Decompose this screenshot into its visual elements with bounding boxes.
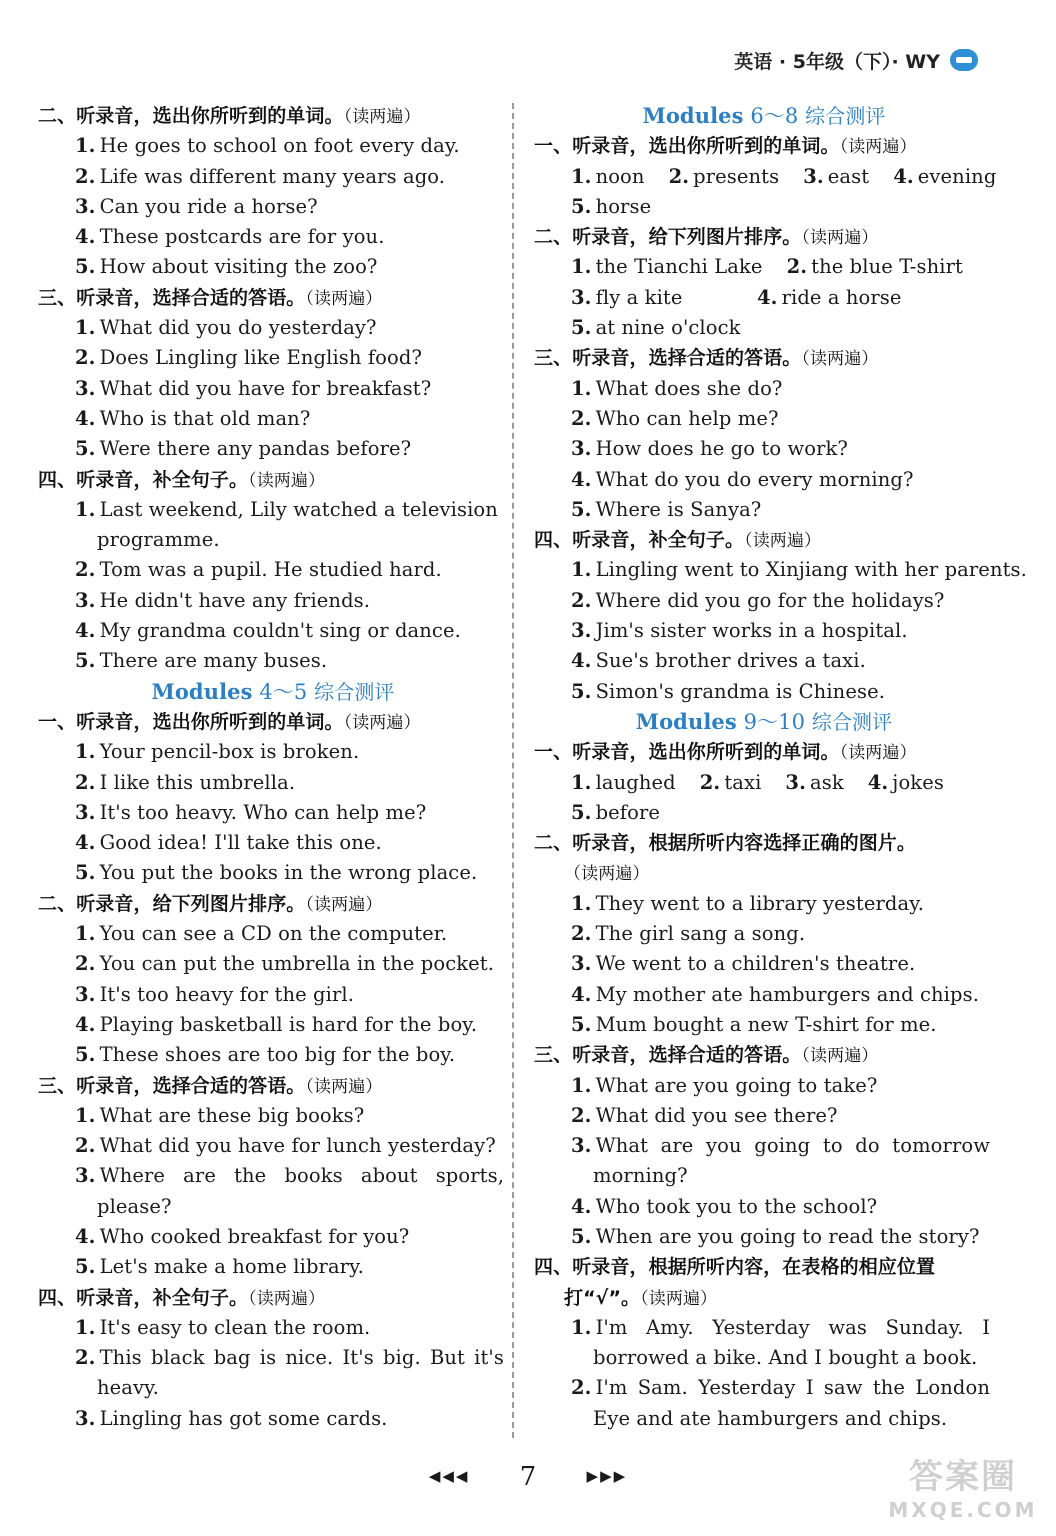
item-text: Good idea! I'll take this one. [99,831,382,855]
section-heading-text: 二、听录音，给下列图片排序。 [38,892,306,915]
item-text: My mother ate hamburgers and chips. [595,982,979,1006]
module-test-title [534,101,994,131]
item-text: Lingling has got some cards. [99,1406,388,1430]
item-text: ride a horse [781,285,902,309]
list-item-inline [571,252,763,282]
list-item [38,1404,508,1434]
section-heading-text: 一、听录音，选出你所听到的单词。 [534,135,840,158]
section-heading [534,1040,994,1070]
list-item [534,1071,994,1101]
section-heading [38,283,508,313]
item-text: Sue's brother drives a taxi. [595,649,866,673]
module-range: 6～8 [743,104,806,128]
item-text: My grandma couldn't sing or dance. [99,619,461,643]
list-item-inline [571,283,757,313]
item-text: at nine o'clock [595,316,741,340]
list-item-inline [787,252,963,282]
section-heading-text: 三、听录音，选择合适的答语。 [534,1044,802,1067]
read-twice-note: （读两遍） [801,228,879,249]
list-item [534,465,994,495]
list-item [534,1010,994,1040]
item-text: The girl sang a song. [595,922,806,946]
item-text: What are you going to take? [595,1073,878,1097]
read-twice-note: （读两遍） [305,894,383,915]
list-item [38,1161,508,1191]
item-number: 4. [867,770,889,794]
list-item-inline [893,162,996,192]
section-heading [534,1252,994,1282]
list-item-inline [785,768,843,798]
list-item [534,646,994,676]
read-twice-note: （读两遍） [640,1288,718,1309]
section-heading [534,737,994,767]
item-number: 4. [893,164,914,188]
list-item [38,1131,508,1161]
item-number: 4. [75,1012,96,1036]
item-text: east [827,164,870,188]
item-text: When are you going to read the story? [595,1224,980,1248]
item-text: What did you have for lunch yesterday? [99,1134,496,1158]
item-text: noon [595,164,645,188]
list-item [38,737,508,767]
section-heading [38,707,508,737]
item-text: presents [693,164,780,188]
list-item [38,1222,508,1252]
item-text: Who is that old man? [99,406,311,430]
item-number: 4. [75,225,96,249]
list-item [534,889,994,919]
item-text: Let's make a home library. [99,1255,364,1279]
item-number: 5. [571,1224,592,1248]
list-item-inline [571,162,645,192]
list-item-continued [38,1373,508,1403]
item-text: What are you going to do tomorrow [595,1134,990,1158]
next-arrows-icon: ▶▶▶ [586,1467,628,1485]
item-number: 4. [75,1224,96,1248]
item-number: 1. [75,316,96,340]
list-item-inline [700,768,762,798]
item-text: morning? [593,1164,688,1188]
column-divider [512,103,514,1438]
section-heading [38,101,508,131]
item-text: Where are the books about sports, [99,1164,504,1188]
item-number: 2. [75,952,96,976]
item-number: 1. [571,891,592,915]
item-number: 4. [571,982,592,1006]
section-heading-text: 四、听录音，补全句子。 [534,529,745,552]
test-label: 综合测评 [811,709,893,734]
list-item [534,192,994,222]
item-number: 2. [75,770,96,794]
item-text: Can you ride a horse? [99,194,318,218]
list-item [38,768,508,798]
item-number: 5. [571,800,592,824]
list-item [534,798,994,828]
item-text: What do you do every morning? [595,467,914,491]
list-item [534,555,1027,585]
module-word: Modules [635,708,737,734]
item-number: 3. [571,619,592,643]
section-heading-text: 二、听录音，根据所听内容选择正确的图片。 [534,832,917,855]
item-text: What are these big books? [99,1103,365,1127]
item-text: before [595,800,661,824]
list-item-row [534,162,997,192]
list-item [38,495,508,525]
section-heading [534,828,994,858]
list-item [38,1040,508,1070]
item-number: 1. [75,740,96,764]
list-item [38,949,508,979]
section-heading-text: 四、听录音，根据所听内容，在表格的相应位置 [534,1256,936,1279]
section-heading [38,1071,508,1101]
item-number: 2. [75,1134,96,1158]
item-number: 2. [571,406,592,430]
item-number: 2. [75,346,96,370]
item-number: 3. [75,1164,96,1188]
item-text: What does she do? [595,376,783,400]
item-text: evening [917,164,997,188]
right-column [534,101,1027,1434]
item-text: horse [595,194,652,218]
item-number: 1. [571,1315,592,1339]
list-item [534,1313,994,1343]
module-range: 4～5 [252,679,315,704]
section-heading [534,222,994,252]
item-number: 4. [571,1194,592,1218]
read-twice-note: （读两遍） [801,1046,879,1067]
item-text: fly a kite [595,285,683,309]
list-item [38,1101,508,1131]
item-number: 5. [571,497,592,521]
header-text: 英语 · 5年级（下）· WY [734,50,940,73]
prev-arrows-icon: ◀◀◀ [428,1467,470,1485]
list-item [534,374,994,404]
module-word: Modules [642,103,744,128]
item-number: 1. [571,164,592,188]
item-text: the Tianchi Lake [595,255,763,279]
list-item [38,252,508,282]
list-item [38,858,508,888]
item-text: taxi [724,770,762,794]
read-twice-note: （读两遍） [839,137,917,158]
list-item [38,1252,508,1282]
item-text: Simon's grandma is Chinese. [595,679,886,703]
list-item [38,646,508,676]
watermark [888,1449,1038,1522]
list-item [38,222,508,252]
item-text: Who took you to the school? [595,1194,878,1218]
item-number: 5. [75,1255,96,1279]
item-text: please? [97,1194,172,1218]
item-text: It's too heavy. Who can help me? [99,800,427,824]
section-heading-text: 三、听录音，选择合适的答语。 [38,286,306,309]
list-item [534,313,994,343]
item-text: borrowed a bike. And I bought a book. [593,1346,978,1370]
item-text: We went to a children's theatre. [595,952,916,976]
item-number: 2. [668,164,690,188]
item-number: 4. [75,406,96,430]
item-text: There are many buses. [99,649,328,673]
list-item [38,616,508,646]
list-item [534,980,994,1010]
watermark-url: MXQE.COM [888,1498,1038,1522]
list-item-continued [38,525,508,555]
item-number: 1. [571,376,592,400]
item-text: You can see a CD on the computer. [99,922,448,946]
item-number: 3. [75,194,96,218]
section-heading [38,465,508,495]
item-number: 2. [75,1346,96,1370]
list-item-inline [803,162,869,192]
list-item [38,162,508,192]
list-item [534,404,994,434]
test-label: 综合测评 [314,679,395,704]
item-text: What did you do yesterday? [99,316,377,340]
item-number: 5. [571,1012,592,1036]
list-item [38,434,508,464]
module-test-title [38,677,508,707]
read-twice-note: （读两遍） [564,864,650,885]
item-number: 5. [571,679,592,703]
list-item [534,495,994,525]
list-item [534,616,994,646]
list-item [534,677,994,707]
item-text: They went to a library yesterday. [595,891,925,915]
read-twice-note: （读两遍） [305,288,383,309]
item-number: 1. [571,558,592,582]
list-item [38,1010,508,1040]
item-text: Who cooked breakfast for you? [99,1224,410,1248]
item-number: 1. [75,1315,96,1339]
item-text: I'm Amy. Yesterday was Sunday. I [595,1315,990,1339]
item-text: heavy. [97,1376,159,1400]
list-item [38,798,508,828]
item-number: 4. [75,831,96,855]
section-heading-text: 三、听录音，选择合适的答语。 [38,1074,306,1097]
item-number: 3. [571,285,592,309]
item-text: Your pencil-box is broken. [99,740,360,764]
list-item-inline [868,768,944,798]
item-text: He didn't have any friends. [99,588,371,612]
read-twice-note: （读两遍） [305,1076,383,1097]
item-number: 3. [803,164,824,188]
watermark-logo-text: 答案圈 [909,1457,1017,1497]
list-item [38,192,508,222]
item-text: What did you see there? [595,1103,838,1127]
item-number: 2. [786,255,808,279]
item-number: 3. [785,770,806,794]
section-heading-text: 二、听录音，给下列图片排序。 [534,226,802,249]
section-heading-text: 四、听录音，补全句子。 [38,1286,249,1309]
read-twice-note: （读两遍） [343,107,421,127]
list-item-continued [534,1161,994,1191]
item-number: 3. [75,588,96,612]
section-heading-text: 打“√”。 [564,1286,641,1309]
item-text: It's too heavy for the girl. [99,982,355,1006]
section-heading [38,889,508,919]
item-number: 3. [571,952,592,976]
list-item [38,313,508,343]
item-number: 1. [571,1073,592,1097]
item-number: 5. [75,1043,96,1067]
list-item [534,1192,994,1222]
item-text: It's easy to clean the room. [99,1315,371,1339]
item-text: I like this umbrella. [99,770,296,794]
section-heading-text: 三、听录音，选择合适的答语。 [534,347,802,370]
item-number: 4. [757,285,778,309]
list-item-row [534,252,994,282]
item-number: 3. [75,1406,96,1430]
list-item [38,555,508,585]
item-text: Eye and ate hamburgers and chips. [593,1406,948,1430]
item-number: 2. [571,1103,592,1127]
item-text: These postcards are for you. [99,225,385,249]
module-word: Modules [151,678,253,704]
list-item [38,343,508,373]
item-number: 2. [75,558,96,582]
item-text: Last weekend, Lily watched a television [99,497,498,521]
list-item [534,1131,994,1161]
read-twice-note: （读两遍） [248,470,326,491]
item-text: You can put the umbrella in the pocket. [99,952,495,976]
item-number: 1. [75,1103,96,1127]
section-heading [534,525,994,555]
section-heading [534,131,994,161]
item-number: 1. [571,255,592,279]
list-item [38,1313,508,1343]
item-text: Mum bought a new T-shirt for me. [595,1012,937,1036]
item-number: 3. [571,437,592,461]
item-text: the blue T-shirt [811,255,963,279]
page-header [734,44,978,76]
list-item-inline [571,768,676,798]
item-text: What did you have for breakfast? [99,376,432,400]
module-test-title [534,707,994,737]
item-text: Who can help me? [595,406,779,430]
item-text: laughed [595,770,676,794]
item-text: Tom was a pupil. He studied hard. [99,558,442,582]
item-text: Jim's sister works in a hospital. [595,619,908,643]
read-twice-note: （读两遍） [839,743,917,764]
item-text: These shoes are too big for the boy. [99,1043,456,1067]
item-number: 2. [75,164,96,188]
item-number: 2. [571,1376,592,1400]
item-text: programme. [97,528,220,552]
list-item [534,1373,994,1403]
item-number: 4. [75,619,96,643]
item-number: 5. [75,649,96,673]
section-heading-text: 二、听录音，选出你所听到的单词。 [38,105,344,127]
list-item [534,949,994,979]
item-text: ask [809,770,844,794]
section-heading-text: 一、听录音，选出你所听到的单词。 [534,741,840,764]
item-text: I'm Sam. Yesterday I saw the London [595,1376,990,1400]
list-item-continued [534,1404,994,1434]
item-number: 3. [571,1134,592,1158]
list-item-inline [669,162,780,192]
item-text: jokes [892,770,944,794]
item-number: 3. [75,982,96,1006]
item-text: Where did you go for the holidays? [595,588,945,612]
read-twice-note: （读两遍） [248,1288,326,1309]
item-text: How about visiting the zoo? [99,255,378,279]
item-number: 1. [75,497,96,521]
item-number: 5. [75,437,96,461]
section-heading-text: 一、听录音，选出你所听到的单词。 [38,710,344,733]
item-number: 5. [75,861,96,885]
list-item [38,131,508,161]
list-item [38,374,508,404]
list-item [38,586,508,616]
item-number: 2. [571,922,592,946]
read-twice-note: （读两遍） [801,349,879,370]
read-twice-note: （读两遍） [343,712,421,733]
list-item-row [534,768,994,798]
item-number: 3. [75,376,96,400]
list-item [534,919,994,949]
module-range: 9～10 [736,709,812,734]
item-text: Were there any pandas before? [99,437,412,461]
list-item [38,404,508,434]
item-text: Lingling went to Xinjiang with her parents. [595,558,1027,582]
item-number: 3. [75,800,96,824]
list-item-continued [534,1343,994,1373]
item-number: 5. [571,316,592,340]
left-column [38,101,508,1434]
item-number: 5. [75,255,96,279]
page-number: 7 [519,1462,537,1492]
list-item [38,919,508,949]
section-heading-continued [534,1283,994,1313]
section-heading [534,343,994,373]
section-heading-text: 四、听录音，补全句子。 [38,468,249,491]
item-text: Life was different many years ago. [99,164,446,188]
list-item-continued [38,1192,508,1222]
item-number: 4. [571,649,592,673]
test-label: 综合测评 [805,104,886,128]
list-item-inline [757,283,902,313]
item-number: 5. [571,194,592,218]
section-heading [38,1283,508,1313]
item-number: 4. [571,467,592,491]
item-text: You put the books in the wrong place. [99,861,478,885]
item-number: 1. [75,922,96,946]
item-text: He goes to school on foot every day. [99,134,460,158]
item-number: 1. [571,770,592,794]
item-number: 2. [699,770,721,794]
list-item [38,828,508,858]
list-item [534,1222,994,1252]
list-item [534,434,994,464]
list-item [534,586,994,616]
item-text: This black bag is nice. It's big. But it's [99,1346,504,1370]
item-number: 1. [75,134,96,158]
item-number: 2. [571,588,592,612]
list-item-row [534,283,994,313]
list-item [534,1101,994,1131]
item-text: Playing basketball is hard for the boy. [99,1012,478,1036]
item-text: Does Lingling like English food? [99,346,422,370]
item-text: Where is Sanya? [595,497,762,521]
section-heading-continued [534,858,994,888]
list-item [38,1343,508,1373]
list-item [38,980,508,1010]
item-text: How does he go to work? [595,437,848,461]
book-logo-icon [950,49,978,71]
read-twice-note: （读两遍） [744,531,822,552]
